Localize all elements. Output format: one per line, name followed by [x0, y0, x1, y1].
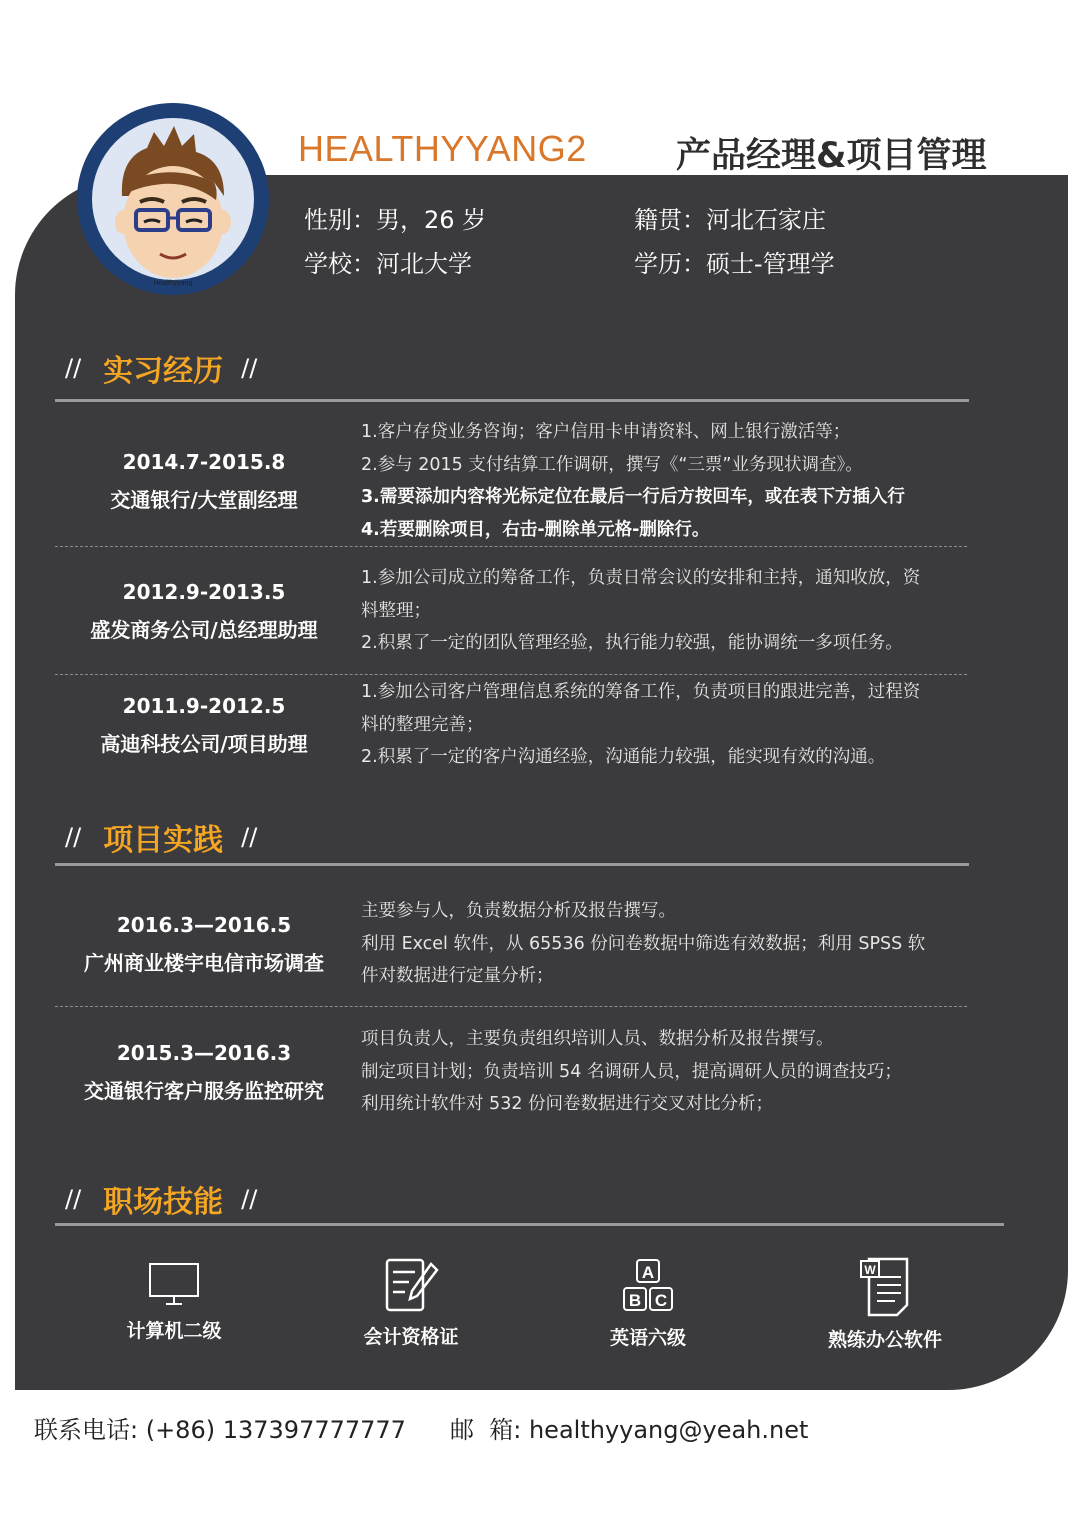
- skill-english: [558, 1257, 738, 1350]
- detail-line: 主要参与人，负责数据分析及报告撰写。: [361, 901, 676, 921]
- skill-label: 英语六级: [609, 1327, 686, 1349]
- project-entry-2-left: [55, 1034, 353, 1110]
- internship-entry-3-details: [361, 676, 966, 774]
- entry-date: 2015.3—2016.3: [116, 1041, 292, 1065]
- heading-title: 职场技能: [103, 1185, 224, 1220]
- entry-separator: [55, 1006, 967, 1007]
- heading-suffix: //: [241, 354, 258, 382]
- internship-entry-2-left: [55, 573, 353, 649]
- word-document-icon: [857, 1255, 913, 1317]
- project-entry-2-details: [361, 1023, 966, 1121]
- section-heading-projects: [65, 815, 257, 859]
- skill-computer: [84, 1260, 264, 1343]
- detail-line: 件对数据进行定量分析；: [361, 966, 554, 986]
- section-divider: [55, 399, 969, 402]
- detail-line: 项目负责人，主要负责组织培训人员、数据分析及报告撰写。: [361, 1029, 834, 1049]
- entry-org: 高迪科技公司/项目助理: [100, 732, 308, 756]
- detail-line: 料整理；: [361, 600, 431, 621]
- section-heading-skills: [65, 1177, 257, 1221]
- entry-date: 2014.7-2015.8: [122, 450, 286, 474]
- avatar-face-background: [92, 118, 254, 280]
- section-divider: [55, 1223, 1004, 1226]
- abc-blocks-icon: [618, 1257, 678, 1315]
- detail-line: 2.参与 2015 支付结算工作调研，撰写《“三票”业务现状调查》。: [361, 454, 863, 475]
- avatar-caption: Healthyyang: [153, 280, 193, 287]
- entry-org: 广州商业楼宇电信市场调查: [84, 951, 324, 975]
- project-entry-1-details: [361, 895, 966, 993]
- section-divider: [55, 863, 969, 866]
- contact-phone: 联系电话: (+86) 137397777777: [34, 1416, 406, 1444]
- detail-line: 制定项目计划；负责培训 54 名调研人员，提高调研人员的调查技巧；: [361, 1061, 902, 1082]
- detail-line: 1.参加公司成立的筹备工作，负责日常会议的安排和主持，通知收放，资: [361, 568, 921, 588]
- monitor-icon: [146, 1260, 202, 1308]
- skill-label: 计算机二级: [126, 1320, 222, 1342]
- entry-date: 2012.9-2013.5: [122, 580, 286, 604]
- project-entry-1-left: [55, 906, 353, 982]
- heading-prefix: //: [65, 823, 82, 851]
- skill-label: 会计资格证: [363, 1326, 459, 1348]
- entry-org: 交通银行/大堂副经理: [110, 488, 298, 512]
- detail-line: 2.积累了一定的客户沟通经验，沟通能力较强，能实现有效的沟通。: [361, 747, 886, 767]
- skill-label: 熟练办公软件: [827, 1329, 942, 1351]
- heading-title: 实习经历: [103, 354, 224, 389]
- block-letter-a: A: [641, 1263, 655, 1282]
- block-letter-b: B: [628, 1291, 642, 1310]
- info-hometown: 籍贯：河北石家庄: [634, 206, 826, 234]
- info-school: 学校：河北大学: [304, 250, 472, 278]
- heading-suffix: //: [241, 823, 258, 851]
- section-heading-internship: [65, 346, 257, 390]
- contact-email: 邮 箱: healthyyang@yeah.net: [450, 1416, 809, 1444]
- detail-line: 利用统计软件对 532 份问卷数据进行交叉对比分析；: [361, 1094, 774, 1114]
- entry-org: 盛发商务公司/总经理助理: [90, 618, 318, 642]
- internship-entry-2-details: [361, 562, 966, 660]
- skill-accounting: [321, 1256, 501, 1349]
- document-pen-icon: [383, 1256, 439, 1314]
- avatar: [78, 104, 268, 294]
- target-role: 产品经理&项目管理: [676, 136, 987, 176]
- cartoon-face-icon: [92, 118, 254, 280]
- info-degree: 学历：硕士-管理学: [634, 250, 835, 278]
- candidate-name: HEALTHYYANG2: [298, 128, 587, 169]
- block-letter-c: C: [654, 1291, 668, 1310]
- entry-org: 交通银行客户服务监控研究: [84, 1079, 324, 1103]
- skill-office: [795, 1255, 975, 1352]
- entry-date: 2016.3—2016.5: [116, 913, 292, 937]
- detail-line: 利用 Excel 软件，从 65536 份问卷数据中筛选有效数据；利用 SPSS 软: [361, 933, 926, 954]
- info-gender-age: 性别：男，26 岁: [304, 206, 487, 234]
- heading-suffix: //: [241, 1185, 258, 1213]
- word-letter-w: W: [864, 1263, 876, 1277]
- heading-prefix: //: [65, 354, 82, 382]
- detail-line: 2.积累了一定的团队管理经验，执行能力较强，能协调统一多项任务。: [361, 633, 903, 653]
- heading-title: 项目实践: [103, 823, 224, 858]
- detail-line: 1.参加公司客户管理信息系统的筹备工作，负责项目的跟进完善，过程资: [361, 682, 921, 702]
- internship-entry-1-details: [361, 416, 966, 546]
- entry-separator: [55, 674, 967, 675]
- detail-line: 料的整理完善；: [361, 714, 484, 735]
- detail-line: 4.若要删除项目，右击-删除单元格-删除行。: [361, 519, 710, 540]
- detail-line: 3.需要添加内容将光标定位在最后一行后方按回车，或在表下方插入行: [361, 487, 905, 507]
- entry-separator: [55, 546, 967, 547]
- entry-date: 2011.9-2012.5: [122, 694, 286, 718]
- internship-entry-1-left: [55, 443, 353, 519]
- detail-line: 1.客户存贷业务咨询；客户信用卡申请资料、网上银行激活等；: [361, 422, 851, 442]
- internship-entry-3-left: [55, 687, 353, 763]
- heading-prefix: //: [65, 1185, 82, 1213]
